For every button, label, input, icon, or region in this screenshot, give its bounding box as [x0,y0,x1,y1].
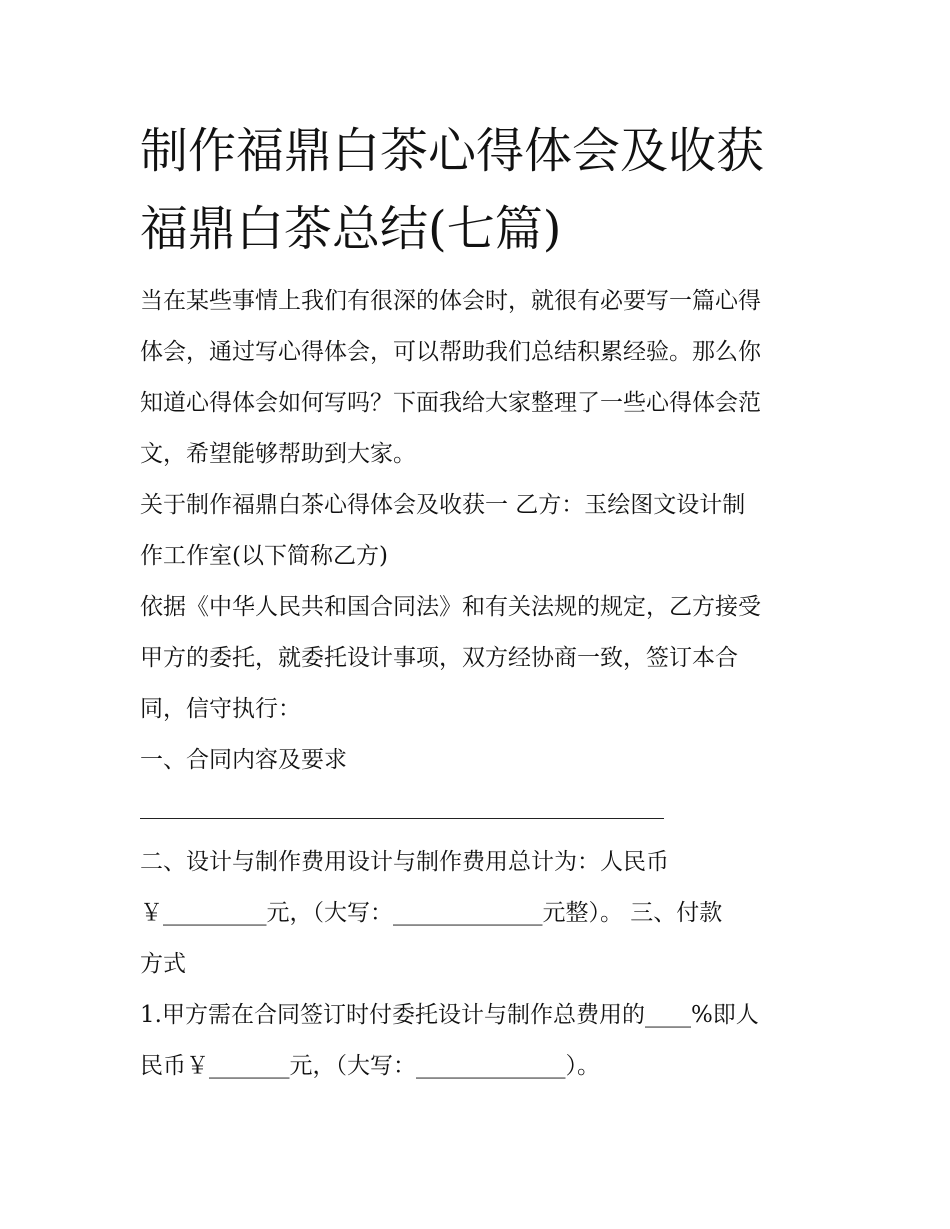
section-heading: 一、合同内容及要求 [140,747,347,773]
title-line-1: 制作福鼎白茶心得体会及收获 [140,123,765,179]
paragraph-line: 方式 [140,951,186,977]
paragraph-line: 关于制作福鼎白茶心得体会及收获一 乙方：玉绘图文设计制 [140,492,746,518]
paragraph-line: 当在某些事情上我们有很深的体会时，就很有必要写一篇心得 [140,288,761,314]
paragraph-line: 知道心得体会如何写吗？下面我给大家整理了一些心得体会范 [140,390,761,416]
paragraph-line: 甲方的委托，就委托设计事项，双方经协商一致，签订本合 [140,645,738,671]
paragraph-line: 同，信守执行： [140,696,301,722]
paragraph-line: 体会，通过写心得体会，可以帮助我们总结积累经验。那么你 [140,339,761,365]
paragraph-line: 民币￥_______元，（大写：_____________）。 [140,1053,600,1079]
blank-fill-line [140,786,820,837]
document-title [140,112,840,268]
paragraph-line: 文，希望能够帮助到大家。 [140,441,416,467]
paragraph-line: 依据《中华人民共和国合同法》和有关法规的规定，乙方接受 [140,594,761,620]
paragraph-line: ￥_________元，（大写：_____________元整）。 三、付款 [140,900,723,926]
section-heading: 二、设计与制作费用设计与制作费用总计为：人民币 [140,849,669,875]
document-body [140,276,820,1092]
paragraph-line: 作工作室(以下简称乙方) [140,543,388,569]
paragraph-line: 1.甲方需在合同签订时付委托设计与制作总费用的____%即人 [140,1002,759,1028]
title-line-2: 福鼎白茶总结(七篇) [140,201,562,257]
